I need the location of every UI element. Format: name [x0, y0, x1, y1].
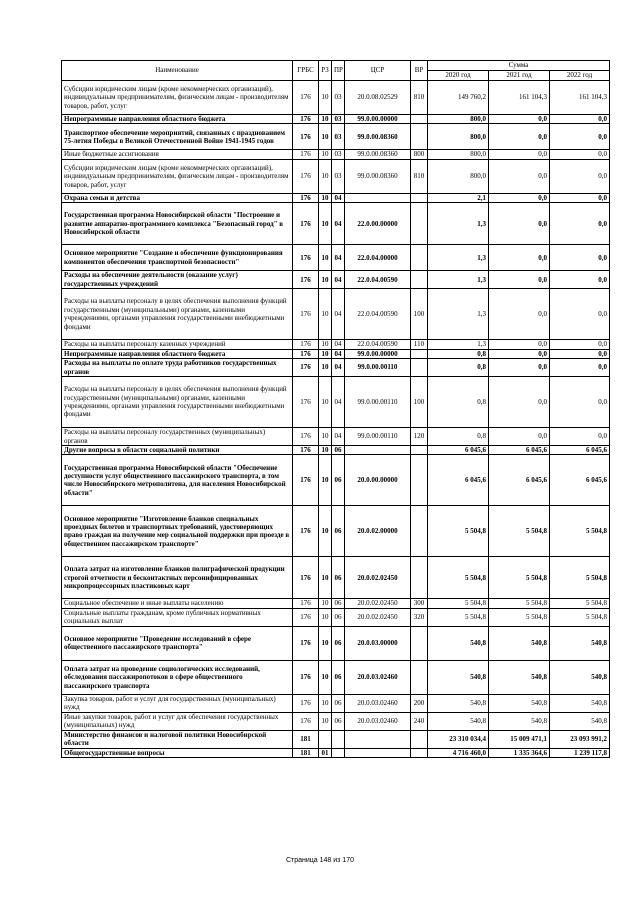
row-rz: 10	[319, 159, 332, 193]
row-value-2020: 0,8	[428, 349, 489, 358]
row-vr: 100	[411, 289, 428, 340]
table-row	[62, 115, 610, 124]
row-grbs: 176	[293, 349, 319, 358]
row-pr: 06	[332, 506, 345, 557]
row-grbs: 176	[293, 428, 319, 446]
row-value-2021: 5 504,8	[489, 599, 550, 608]
row-grbs: 176	[293, 608, 319, 626]
row-value-2021: 5 504,8	[489, 557, 550, 599]
row-value-2020: 5 504,8	[428, 608, 489, 626]
row-name: Государственная программа Новосибирской области "Обеспечение доступности услуг общественного пассажирского транспорта, в том числе Новосибирского метрополитена, для населения Новосибирской области"	[62, 455, 293, 506]
table-row	[62, 245, 610, 271]
row-csr: 22.0.04.00000	[345, 245, 411, 271]
row-pr: 06	[332, 694, 345, 712]
row-name: Закупка товаров, работ и услуг для государственных (муниципальных) нужд	[62, 694, 293, 712]
row-csr: 20.0.08.02529	[345, 81, 411, 115]
row-csr: 20.0.03.02460	[345, 660, 411, 694]
row-grbs: 176	[293, 271, 319, 289]
row-vr	[411, 349, 428, 358]
table-row	[62, 81, 610, 115]
row-csr: 99.0.00.00110	[345, 428, 411, 446]
row-value-2021: 540,8	[489, 694, 550, 712]
row-vr	[411, 193, 428, 202]
row-name: Оплата затрат на проведение социологических исследований, обследования пассажиропотоков в сфере общественного пассажирского транспорта	[62, 660, 293, 694]
row-pr	[332, 748, 345, 757]
row-name: Непрограммные направления областного бюджета	[62, 115, 293, 124]
row-rz: 10	[319, 712, 332, 730]
row-name: Социальные выплаты гражданам, кроме публичных нормативных социальных выплат	[62, 608, 293, 626]
row-value-2022: 0,0	[550, 340, 610, 349]
row-rz: 01	[319, 748, 332, 757]
row-value-2022: 0,0	[550, 428, 610, 446]
row-csr: 22.0.04.00590	[345, 340, 411, 349]
row-value-2021: 0,0	[489, 124, 550, 150]
row-rz: 10	[319, 203, 332, 245]
row-vr: 800	[411, 150, 428, 159]
row-pr: 03	[332, 159, 345, 193]
row-csr: 99.0.00.00000	[345, 115, 411, 124]
table-row	[62, 203, 610, 245]
header-name: Наименование	[62, 61, 293, 81]
row-grbs: 176	[293, 455, 319, 506]
row-value-2022: 0,0	[550, 359, 610, 377]
row-value-2020: 5 504,8	[428, 599, 489, 608]
row-value-2021: 0,0	[489, 377, 550, 428]
row-csr	[345, 748, 411, 757]
row-csr: 99.0.00.08360	[345, 124, 411, 150]
row-value-2022: 540,8	[550, 694, 610, 712]
table-row	[62, 557, 610, 599]
row-rz: 10	[319, 150, 332, 159]
header-2022: 2022 год	[550, 71, 610, 81]
row-value-2022: 540,8	[550, 626, 610, 660]
row-pr: 04	[332, 193, 345, 202]
row-rz: 10	[319, 428, 332, 446]
row-pr	[332, 730, 345, 748]
row-grbs: 176	[293, 159, 319, 193]
row-csr: 20.0.02.02450	[345, 599, 411, 608]
row-value-2022: 0,0	[550, 193, 610, 202]
row-value-2020: 5 504,8	[428, 557, 489, 599]
row-value-2021: 1 335 364,6	[489, 748, 550, 757]
row-name: Социальное обеспечение и иные выплаты населению	[62, 599, 293, 608]
table-row	[62, 608, 610, 626]
row-csr: 99.0.00.00110	[345, 377, 411, 428]
table-row	[62, 159, 610, 193]
row-value-2021: 0,0	[489, 115, 550, 124]
row-name: Субсидии юридическим лицам (кроме некоммерческих организаций), индивидуальным предпринимателям, физическим лицам - производителям товаров, работ, услуг	[62, 159, 293, 193]
table-row	[62, 377, 610, 428]
row-value-2021: 0,0	[489, 245, 550, 271]
header-vr: ВР	[411, 61, 428, 81]
row-value-2020: 800,0	[428, 150, 489, 159]
row-value-2021: 15 009 471,1	[489, 730, 550, 748]
row-csr: 20.0.03.02460	[345, 712, 411, 730]
row-name: Иные закупки товаров, работ и услуг для обеспечения государственных (муниципальных) нужд	[62, 712, 293, 730]
row-pr: 03	[332, 115, 345, 124]
row-value-2021: 0,0	[489, 193, 550, 202]
row-value-2022: 0,0	[550, 159, 610, 193]
row-vr: 320	[411, 608, 428, 626]
row-vr	[411, 446, 428, 455]
row-grbs: 176	[293, 626, 319, 660]
row-csr: 20.0.03.00000	[345, 626, 411, 660]
row-pr: 04	[332, 245, 345, 271]
row-value-2020: 540,8	[428, 660, 489, 694]
row-csr: 20.0.00.00000	[345, 455, 411, 506]
row-value-2021: 0,0	[489, 150, 550, 159]
row-grbs: 181	[293, 748, 319, 757]
row-grbs: 176	[293, 712, 319, 730]
row-value-2022: 0,0	[550, 203, 610, 245]
row-grbs: 176	[293, 245, 319, 271]
row-pr: 04	[332, 377, 345, 428]
row-rz: 10	[319, 271, 332, 289]
row-value-2020: 5 504,8	[428, 506, 489, 557]
row-value-2020: 0,8	[428, 428, 489, 446]
row-name: Основное мероприятие "Создание и обеспечение функционирования компонентов обеспечения транспортной безопасности"	[62, 245, 293, 271]
table-row	[62, 289, 610, 340]
row-rz: 10	[319, 599, 332, 608]
table-row	[62, 455, 610, 506]
row-rz: 10	[319, 115, 332, 124]
row-vr	[411, 626, 428, 660]
row-csr: 99.0.00.08360	[345, 159, 411, 193]
row-grbs: 176	[293, 446, 319, 455]
row-grbs: 181	[293, 730, 319, 748]
row-value-2022: 6 045,6	[550, 446, 610, 455]
row-pr: 04	[332, 349, 345, 358]
row-value-2021: 0,0	[489, 271, 550, 289]
row-rz: 10	[319, 660, 332, 694]
row-pr: 06	[332, 455, 345, 506]
row-value-2021: 5 504,8	[489, 608, 550, 626]
row-vr: 240	[411, 712, 428, 730]
row-value-2021: 0,0	[489, 159, 550, 193]
row-value-2020: 1,3	[428, 340, 489, 349]
table-row	[62, 599, 610, 608]
row-pr: 06	[332, 446, 345, 455]
row-name: Оплата затрат на изготовление бланков полиграфической продукции строгой отчетности и бесконтактных персонифицированных микропроцессорных пластиковых карт	[62, 557, 293, 599]
row-rz: 10	[319, 81, 332, 115]
row-pr: 04	[332, 271, 345, 289]
row-value-2021: 0,0	[489, 349, 550, 358]
row-grbs: 176	[293, 203, 319, 245]
row-vr: 110	[411, 340, 428, 349]
table-row	[62, 694, 610, 712]
row-name: Субсидии юридическим лицам (кроме некоммерческих организаций), индивидуальным предпринимателям, физическим лицам - производителям товаров, работ, услуг	[62, 81, 293, 115]
row-value-2020: 0,8	[428, 359, 489, 377]
row-value-2020: 1,3	[428, 245, 489, 271]
header-csr: ЦСР	[345, 61, 411, 81]
table-row	[62, 712, 610, 730]
row-name: Министерство финансов и налоговой политики Новосибирской области	[62, 730, 293, 748]
row-csr	[345, 446, 411, 455]
table-row	[62, 359, 610, 377]
table-row	[62, 271, 610, 289]
row-csr: 22.0.04.00590	[345, 289, 411, 340]
row-vr	[411, 730, 428, 748]
row-rz: 10	[319, 557, 332, 599]
row-csr: 22.0.00.00000	[345, 203, 411, 245]
row-vr	[411, 115, 428, 124]
row-name: Другие вопросы в области социальной политики	[62, 446, 293, 455]
row-vr	[411, 455, 428, 506]
table-row	[62, 150, 610, 159]
row-name: Иные бюджетные ассигнования	[62, 150, 293, 159]
row-grbs: 176	[293, 193, 319, 202]
row-value-2020: 0,8	[428, 377, 489, 428]
row-name: Непрограммные направления областного бюджета	[62, 349, 293, 358]
row-vr: 300	[411, 599, 428, 608]
row-rz: 10	[319, 446, 332, 455]
row-rz: 10	[319, 455, 332, 506]
row-rz: 10	[319, 377, 332, 428]
row-rz: 10	[319, 124, 332, 150]
row-value-2022: 540,8	[550, 660, 610, 694]
row-value-2021: 6 045,6	[489, 455, 550, 506]
row-vr	[411, 660, 428, 694]
header-grbs: ГРБС	[293, 61, 319, 81]
row-pr: 04	[332, 340, 345, 349]
row-value-2020: 1,3	[428, 203, 489, 245]
row-value-2022: 161 104,3	[550, 81, 610, 115]
row-value-2022: 0,0	[550, 124, 610, 150]
table-row	[62, 748, 610, 757]
row-pr: 04	[332, 203, 345, 245]
row-value-2022: 0,0	[550, 349, 610, 358]
row-value-2021: 540,8	[489, 660, 550, 694]
row-name: Охрана семьи и детства	[62, 193, 293, 202]
row-name: Расходы на выплаты персоналу в целях обеспечения выполнения функций государственными (муниципальными) органами, казенными учреждениями, органами управления государственными внебюджетными фондами	[62, 289, 293, 340]
row-pr: 03	[332, 124, 345, 150]
header-rz: РЗ	[319, 61, 332, 81]
row-csr: 22.0.04.00590	[345, 271, 411, 289]
row-name: Расходы на обеспечение деятельности (оказание услуг) государственных учреждений	[62, 271, 293, 289]
header-sum: Сумма	[428, 61, 610, 71]
row-grbs: 176	[293, 599, 319, 608]
budget-table	[61, 60, 610, 758]
row-pr: 03	[332, 150, 345, 159]
row-value-2020: 1,3	[428, 271, 489, 289]
row-pr: 06	[332, 626, 345, 660]
row-value-2021: 0,0	[489, 340, 550, 349]
row-value-2022: 5 504,8	[550, 599, 610, 608]
row-rz: 10	[319, 340, 332, 349]
row-name: Общегосударственные вопросы	[62, 748, 293, 757]
row-value-2020: 149 760,2	[428, 81, 489, 115]
row-value-2022: 1 239 117,8	[550, 748, 610, 757]
row-value-2021: 5 504,8	[489, 506, 550, 557]
row-rz	[319, 730, 332, 748]
row-pr: 04	[332, 359, 345, 377]
row-rz: 10	[319, 245, 332, 271]
page-footer: Страница 148 из 170	[285, 857, 355, 864]
row-pr: 06	[332, 557, 345, 599]
row-value-2022: 6 045,6	[550, 455, 610, 506]
row-vr	[411, 203, 428, 245]
row-grbs: 176	[293, 81, 319, 115]
row-name: Транспортное обеспечение мероприятий, связанных с празднованием 75-летия Победы в Великой Отечественной Войне 1941-1945 годов	[62, 124, 293, 150]
row-value-2022: 23 093 991,2	[550, 730, 610, 748]
header-2020: 2020 год	[428, 71, 489, 81]
header-pr: ПР	[332, 61, 345, 81]
row-grbs: 176	[293, 124, 319, 150]
row-value-2020: 6 045,6	[428, 446, 489, 455]
row-pr: 06	[332, 608, 345, 626]
row-value-2020: 2,1	[428, 193, 489, 202]
row-csr: 20.0.02.00000	[345, 506, 411, 557]
row-value-2020: 540,8	[428, 626, 489, 660]
table-body	[62, 81, 610, 758]
row-vr	[411, 359, 428, 377]
row-rz: 10	[319, 193, 332, 202]
row-rz: 10	[319, 359, 332, 377]
row-grbs: 176	[293, 359, 319, 377]
row-vr	[411, 557, 428, 599]
table-row	[62, 506, 610, 557]
row-value-2021: 6 045,6	[489, 446, 550, 455]
row-value-2022: 0,0	[550, 115, 610, 124]
row-vr: 200	[411, 694, 428, 712]
row-csr: 20.0.03.02460	[345, 694, 411, 712]
table-row	[62, 660, 610, 694]
row-value-2020: 6 045,6	[428, 455, 489, 506]
row-value-2022: 540,8	[550, 712, 610, 730]
row-csr: 99.0.00.00000	[345, 349, 411, 358]
row-pr: 06	[332, 660, 345, 694]
row-vr	[411, 748, 428, 757]
row-vr: 810	[411, 81, 428, 115]
row-vr	[411, 271, 428, 289]
row-value-2021: 0,0	[489, 359, 550, 377]
row-vr: 810	[411, 159, 428, 193]
row-value-2021: 0,0	[489, 203, 550, 245]
row-grbs: 176	[293, 506, 319, 557]
row-value-2021: 540,8	[489, 626, 550, 660]
row-rz: 10	[319, 506, 332, 557]
row-value-2020: 23 310 034,4	[428, 730, 489, 748]
row-grbs: 176	[293, 694, 319, 712]
row-grbs: 176	[293, 150, 319, 159]
row-vr	[411, 124, 428, 150]
row-rz: 10	[319, 694, 332, 712]
row-pr: 03	[332, 81, 345, 115]
row-pr: 06	[332, 599, 345, 608]
row-csr: 99.0.00.00110	[345, 359, 411, 377]
row-rz: 10	[319, 608, 332, 626]
row-grbs: 176	[293, 340, 319, 349]
row-grbs: 176	[293, 115, 319, 124]
row-name: Расходы на выплаты по оплате труда работников государственных органов	[62, 359, 293, 377]
row-value-2022: 5 504,8	[550, 608, 610, 626]
row-name: Основное мероприятие "Проведение исследований в сфере общественного пассажирского транспорта"	[62, 626, 293, 660]
row-value-2020: 4 716 460,0	[428, 748, 489, 757]
row-csr: 20.0.02.02450	[345, 608, 411, 626]
row-csr	[345, 730, 411, 748]
row-value-2020: 540,8	[428, 694, 489, 712]
row-name: Расходы на выплаты персоналу в целях обеспечения выполнения функций государственными (муниципальными) органами, казенными учреждениями, органами управления государственными внебюджетными фондами	[62, 377, 293, 428]
row-value-2020: 800,0	[428, 115, 489, 124]
row-rz: 10	[319, 289, 332, 340]
row-name: Основное мероприятие "Изготовление бланков специальных проездных билетов и транспортных требований, удостоверяющих право граждан на получение мер социальной поддержки при проезде в общественном пассажирском транспорте"	[62, 506, 293, 557]
row-value-2020: 800,0	[428, 159, 489, 193]
table-row	[62, 730, 610, 748]
row-vr	[411, 506, 428, 557]
row-value-2022: 0,0	[550, 377, 610, 428]
row-name: Расходы на выплаты персоналу казенных учреждений	[62, 340, 293, 349]
row-value-2022: 5 504,8	[550, 506, 610, 557]
row-grbs: 176	[293, 289, 319, 340]
table-row	[62, 124, 610, 150]
row-csr: 20.0.02.02450	[345, 557, 411, 599]
row-rz: 10	[319, 349, 332, 358]
row-grbs: 176	[293, 377, 319, 428]
row-vr: 120	[411, 428, 428, 446]
row-value-2020: 1,3	[428, 289, 489, 340]
row-value-2021: 161 104,3	[489, 81, 550, 115]
header-2021: 2021 год	[489, 71, 550, 81]
row-value-2021: 0,0	[489, 289, 550, 340]
row-csr: 99.0.00.08360	[345, 150, 411, 159]
row-value-2022: 0,0	[550, 150, 610, 159]
row-value-2020: 540,8	[428, 712, 489, 730]
row-grbs: 176	[293, 557, 319, 599]
table-row	[62, 340, 610, 349]
row-grbs: 176	[293, 660, 319, 694]
row-rz: 10	[319, 626, 332, 660]
row-name: Государственная программа Новосибирской области "Построение и развитие аппаратно-программного комплекса "Безопасный город" в Новосибирской области	[62, 203, 293, 245]
row-vr: 100	[411, 377, 428, 428]
row-value-2022: 5 504,8	[550, 557, 610, 599]
row-pr: 06	[332, 712, 345, 730]
row-value-2021: 0,0	[489, 428, 550, 446]
table-row	[62, 626, 610, 660]
table-row	[62, 446, 610, 455]
table-row	[62, 193, 610, 202]
row-csr	[345, 193, 411, 202]
row-value-2022: 0,0	[550, 245, 610, 271]
row-value-2022: 0,0	[550, 271, 610, 289]
row-pr: 04	[332, 289, 345, 340]
row-pr: 04	[332, 428, 345, 446]
row-value-2022: 0,0	[550, 289, 610, 340]
row-name: Расходы на выплаты персоналу государственных (муниципальных) органов	[62, 428, 293, 446]
row-value-2020: 800,0	[428, 124, 489, 150]
row-vr	[411, 245, 428, 271]
table-row	[62, 428, 610, 446]
row-value-2021: 540,8	[489, 712, 550, 730]
table-row	[62, 349, 610, 358]
